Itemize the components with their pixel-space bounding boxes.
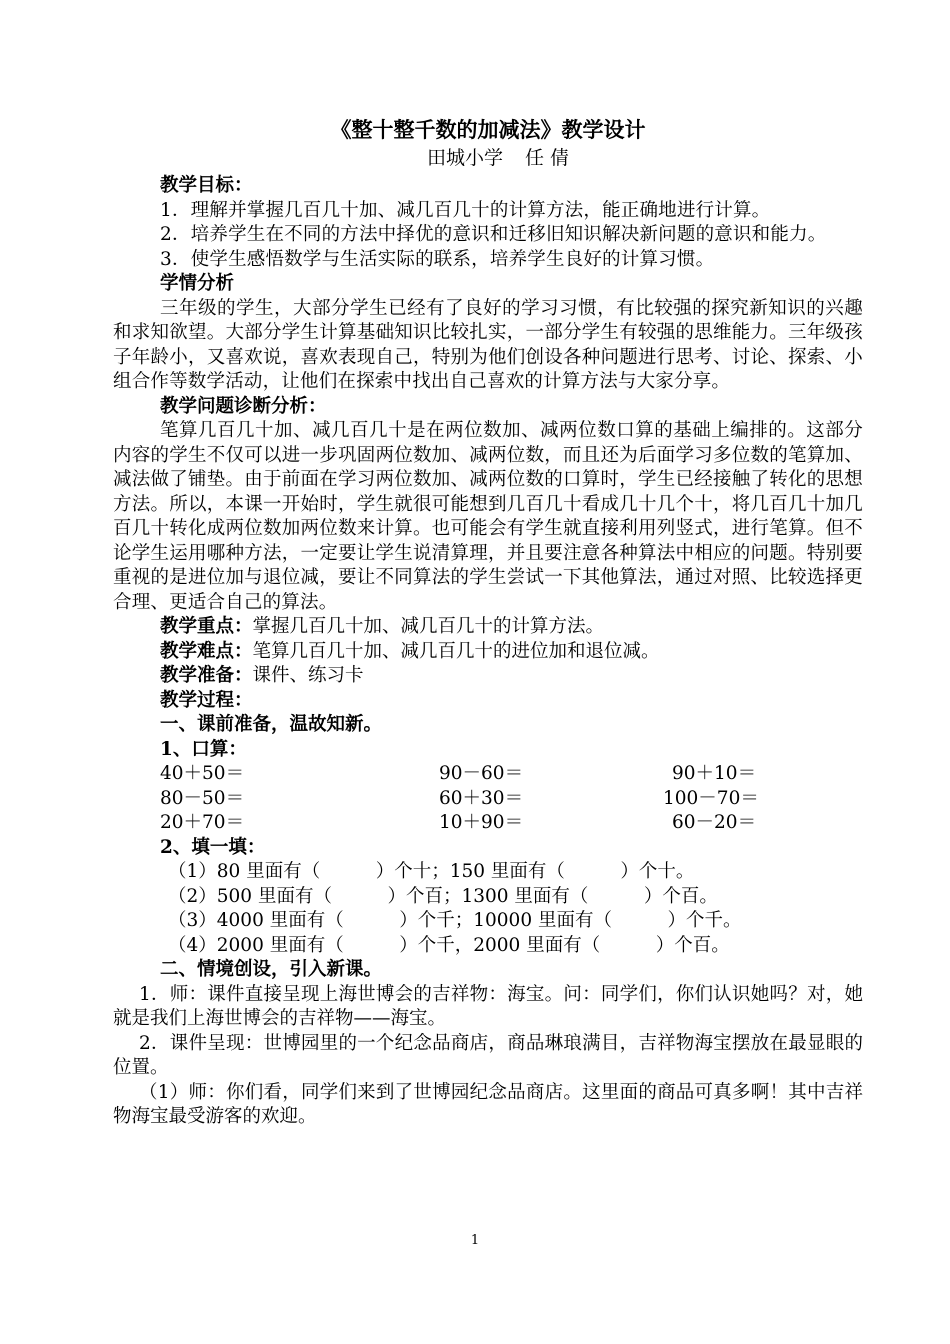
oral-problem: 80－50＝ <box>160 787 245 809</box>
oral-problem: 40＋50＝ <box>160 763 245 784</box>
section-1-heading: 一、课前准备，温故知新。 <box>160 714 383 735</box>
goal-item-2: 2．培养学生在不同的方法中择优的意识和迁移旧知识解决新问题的意识和能力。 <box>160 224 827 245</box>
oral-heading: 1、口算： <box>160 738 247 760</box>
fill-heading: 2、填一填： <box>160 836 266 858</box>
key-point-label: 教学重点： <box>160 616 253 637</box>
oral-problem: 10＋90＝ <box>439 812 524 833</box>
diagnosis-paragraph: 笔算几百几十加、减几百几十是在两位数加、减两位数口算的基础上编排的。这部分内容的学生不仅可以进一步巩固两位数加、减两位数，而且还为后面学习多位数的笔算加、减法做了铺垫。由于前面在学习两位数加、减两位数的口算时，学生已经接触了转化的思想方法。所以，本课一开始时，学生就很可能想到几百几十看成几十几个十，将几百几十加几百几十转化成两位数加两位数来计算。也可能会有学生就直接利用列竖式，进行笔算。但不论学生运用哪种方法，一定要让学生说清算理，并且要注意各种算法中相应的问题。特别要重视的是进位加与退位减，要让不同算法的学生尝试一下其他算法，通过对照、比较选择更合理、更适合自己的算法。 <box>113 420 863 613</box>
author-name: 任 倩 <box>525 147 570 169</box>
page-number: 1 <box>470 1233 480 1248</box>
process-heading: 教学过程： <box>160 689 253 711</box>
fill-item: （2）500 里面有（ ）个百；1300 里面有（ ）个百。 <box>168 885 718 907</box>
oral-row <box>113 762 863 787</box>
difficulty-value: 笔算几百几十加、减几百几十的进位加和退位减。 <box>252 640 660 662</box>
preparation-line <box>113 664 863 689</box>
step-2-1-paragraph: （1）师：你们看，同学们来到了世博园纪念品商店。这里面的商品可真多啊！其中吉祥物海宝最受游客的欢迎。 <box>113 1081 863 1127</box>
step-2-paragraph: 2．课件呈现：世博园里的一个纪念品商店，商品琳琅满目，吉祥物海宝摆放在最显眼的位置。 <box>113 1032 863 1078</box>
key-point-line <box>113 615 863 640</box>
goals-heading: 教学目标： <box>160 175 253 196</box>
document-title: 《整十整千数的加减法》教学设计 <box>330 117 646 142</box>
oral-problem: 60－20＝ <box>672 812 757 833</box>
analysis-heading: 学情分析 <box>160 273 235 294</box>
difficulty-label: 教学难点： <box>160 640 253 662</box>
section-2-heading: 二、情境创设，引入新课。 <box>160 959 383 980</box>
analysis-paragraph: 三年级的学生，大部分学生已经有了良好的学习习惯，有比较强的探究新知识的兴趣和求知欲望。大部分学生计算基础知识比较扎实，一部分学生有较强的思维能力。三年级孩子年龄小，又喜欢说，喜欢表现自己，特别为他们创设各种问题进行思考、讨论、探索、小组合作等数学活动，让他们在探索中找出自己喜欢的计算方法与大家分享。 <box>113 297 863 392</box>
oral-row <box>113 811 863 836</box>
oral-problem: 100－70＝ <box>663 787 759 809</box>
goal-item-3: 3．使学生感悟数学与生活实际的联系，培养学生良好的计算习惯。 <box>160 248 715 270</box>
fill-item: （1）80 里面有（ ）个十；150 里面有（ ）个十。 <box>168 861 695 882</box>
oral-problem: 90－60＝ <box>439 763 524 784</box>
author-school: 田城小学 <box>426 147 503 169</box>
oral-row <box>113 787 863 812</box>
oral-problem: 20＋70＝ <box>160 812 245 833</box>
goal-item-1: 1．理解并掌握几百几十加、减几百几十的计算方法，能正确地进行计算。 <box>160 199 771 221</box>
fill-item: （3）4000 里面有（ ）个千；10000 里面有（ ）个千。 <box>168 910 742 931</box>
step-1-paragraph: 1．师：课件直接呈现上海世博会的吉祥物：海宝。问：同学们，你们认识她吗？对，她就是我们上海世博会的吉祥物——海宝。 <box>113 983 863 1029</box>
preparation-label: 教学准备： <box>160 665 253 686</box>
diagnosis-heading: 教学问题诊断分析： <box>160 395 327 417</box>
difficulty-line <box>113 640 863 665</box>
fill-item: （4）2000 里面有（ ）个千，2000 里面有（ ）个百。 <box>168 934 730 956</box>
author-line <box>113 144 863 174</box>
oral-problem: 90＋10＝ <box>672 763 757 784</box>
oral-problem: 60＋30＝ <box>439 787 524 809</box>
document-body <box>113 116 863 1130</box>
preparation-value: 课件、练习卡 <box>252 665 364 686</box>
key-point-value: 掌握几百几十加、减几百几十的计算方法。 <box>252 616 605 637</box>
